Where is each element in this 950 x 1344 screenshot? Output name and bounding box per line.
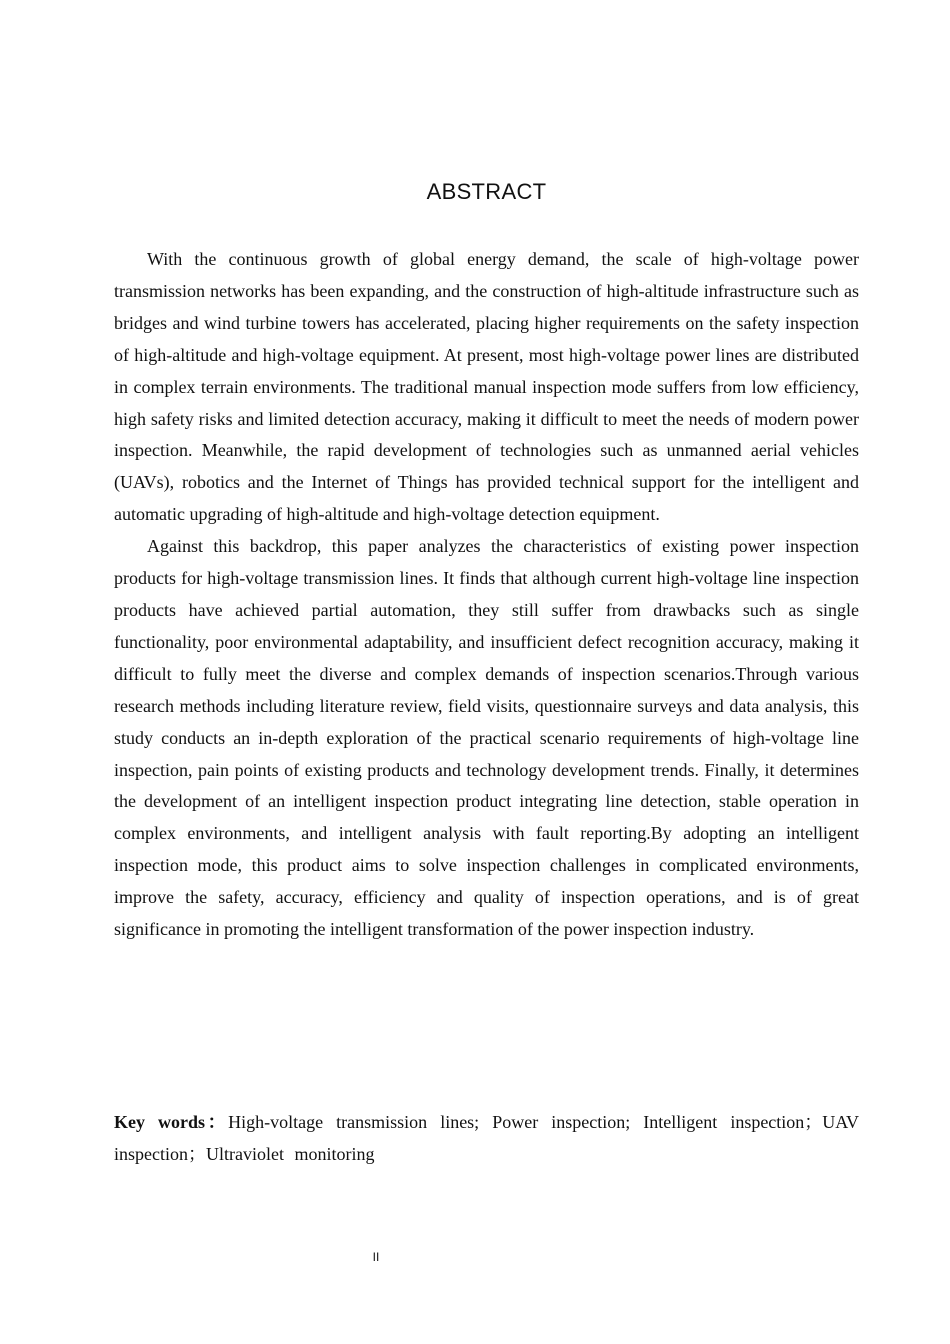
keywords-label: Key words： [114,1112,229,1132]
abstract-title: ABSTRACT [426,179,547,204]
abstract-body [114,244,859,946]
keywords-section [114,1106,859,1170]
keywords-text: High-voltage transmission lines; Power inspection; Intelligent inspection；UAV inspection；Ultraviolet monitoring [114,1112,859,1164]
abstract-paragraph-1: With the continuous growth of global energy demand, the scale of high-voltage power transmission networks has been expanding, and the construction of high-altitude infrastructure such as bridges and wind turbine towers has accelerated, placing higher requirements on the safety inspection of high-altitude and high-voltage equipment. At present, most high-voltage power lines are distributed in complex terrain environments. The traditional manual inspection mode suffers from low efficiency, high safety risks and limited detection accuracy, making it difficult to meet the needs of modern power inspection. Meanwhile, the rapid development of technologies such as unmanned aerial vehicles (UAVs), robotics and the Internet of Things has provided technical support for the intelligent and automatic upgrading of high-altitude and high-voltage detection equipment. [114,249,859,525]
abstract-paragraph-2: Against this backdrop, this paper analyzes the characteristics of existing power inspection products for high-voltage transmission lines. It finds that although current high-voltage line inspection products have achieved partial automation, they still suffer from drawbacks such as single functionality, poor environmental adaptability, and insufficient defect recognition accuracy, making it difficult to fully meet the diverse and complex demands of inspection scenarios.Through various research methods including literature review, field visits, questionnaire surveys and data analysis, this study conducts an in-depth exploration of the practical scenario requirements of high-voltage line inspection, pain points of existing products and technology development trends. Finally, it determines the development of an intelligent inspection product integrating line detection, stable operation in complex environments, and intelligent analysis with fault reporting.By adopting an intelligent inspection mode, this product aims to solve inspection challenges in complicated environments, improve the safety, accuracy, efficiency and quality of inspection operations, and is of great significance in promoting the intelligent transformation of the power inspection industry. [114,536,859,940]
page-number: II [372,1250,380,1264]
